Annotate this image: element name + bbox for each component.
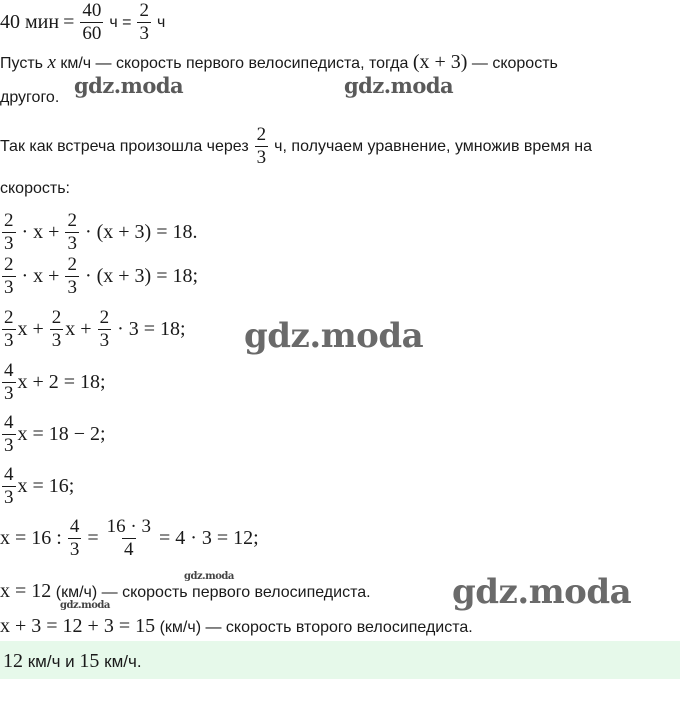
equation-6	[0, 464, 74, 509]
fraction-numerator: 40	[82, 0, 102, 21]
fraction-denominator: 3	[69, 539, 80, 560]
fraction-numerator: 2	[67, 210, 77, 231]
fraction-denominator: 3	[67, 233, 77, 254]
fraction-denominator: 3	[67, 277, 77, 298]
equals-sign: =	[63, 11, 75, 33]
watermark: gdz.moda	[344, 73, 454, 98]
equation-part: x = 18 − 2;	[17, 423, 106, 445]
fraction-numerator: 2	[4, 210, 14, 231]
equation-5	[0, 412, 106, 457]
line-time-conversion	[0, 0, 165, 45]
fraction	[65, 210, 79, 255]
fraction-2-3	[255, 124, 269, 169]
fraction	[2, 210, 16, 255]
text-speed	[0, 179, 70, 199]
watermark-large: gdz.moda	[452, 572, 632, 612]
time-minutes: 40 мин	[0, 11, 60, 33]
fraction	[2, 464, 16, 509]
fraction	[98, 307, 112, 352]
fraction	[2, 412, 16, 457]
fraction	[105, 516, 153, 561]
equation-part: · (x + 3) = 18.	[84, 221, 198, 243]
text-part: другого.	[0, 89, 60, 106]
fraction-numerator: 4	[4, 464, 14, 485]
fraction-denominator: 60	[82, 23, 102, 44]
watermark-small: gdz.moda	[60, 600, 110, 611]
equation-part: · x +	[21, 221, 60, 243]
fraction	[65, 254, 79, 299]
equation-7	[0, 516, 259, 561]
fraction-denominator: 3	[51, 330, 62, 351]
text-other	[0, 88, 59, 108]
result-text: (км/ч) — скорость второго велосипедиста.	[159, 619, 473, 636]
equation-part: · (x + 3) = 18;	[84, 265, 199, 287]
fraction-2-3	[137, 0, 151, 45]
equation-part: =	[87, 527, 99, 549]
fraction-numerator: 2	[4, 307, 14, 328]
fraction-numerator: 4	[4, 360, 14, 381]
fraction-denominator: 3	[139, 23, 149, 44]
answer-text	[3, 650, 142, 673]
answer-unit: км/ч.	[104, 652, 142, 671]
fraction-denominator: 3	[4, 330, 14, 351]
fraction	[2, 307, 16, 352]
watermark-large: gdz.moda	[244, 316, 424, 356]
text-meeting	[0, 124, 592, 169]
equation-part: x +	[65, 318, 92, 340]
fraction-denominator: 3	[4, 487, 14, 508]
equation-part: = 4 · 3 = 12;	[158, 527, 259, 549]
equation-part: · x +	[21, 265, 60, 287]
fraction-numerator: 2	[256, 124, 267, 145]
equation-part: x = 16;	[17, 475, 75, 497]
text-part: км/ч — скорость первого велосипедиста, тогда	[60, 55, 409, 72]
expression-x-plus-3: (x + 3)	[412, 51, 468, 73]
math-expression: x = 12	[0, 580, 52, 602]
equation-3	[0, 307, 186, 352]
fraction-numerator: 2	[4, 254, 14, 275]
text-part: — скорость	[471, 55, 558, 72]
fraction-numerator: 2	[51, 307, 62, 328]
fraction-denominator: 3	[99, 330, 110, 351]
text-part: ч, получаем уравнение, умножив время на	[274, 137, 593, 155]
variable-x: x	[47, 52, 56, 73]
fraction-denominator: 3	[256, 147, 267, 168]
answer-box	[0, 641, 680, 679]
unit-hours: ч =	[109, 13, 132, 31]
fraction	[2, 254, 16, 299]
answer-value: 12	[3, 650, 23, 672]
fraction-numerator: 16 · 3	[106, 516, 151, 537]
unit-hours: ч	[156, 13, 166, 31]
fraction	[2, 360, 16, 405]
result-first-speed	[0, 581, 371, 603]
text-part: скорость:	[0, 180, 70, 197]
fraction	[50, 307, 64, 352]
fraction-denominator: 3	[4, 277, 14, 298]
fraction-numerator: 2	[99, 307, 110, 328]
text-part: Пусть	[0, 55, 43, 72]
watermark-small: gdz.moda	[184, 571, 234, 582]
fraction-numerator: 2	[67, 254, 77, 275]
fraction-denominator: 3	[4, 435, 14, 456]
equation-4	[0, 360, 106, 405]
equation-2	[0, 254, 198, 299]
text-let-x	[0, 52, 558, 74]
equation-part: x + 2 = 18;	[17, 371, 106, 393]
fraction-numerator: 2	[139, 0, 149, 21]
result-second-speed	[0, 616, 473, 638]
fraction	[68, 516, 82, 561]
equation-1	[0, 210, 198, 255]
fraction-denominator: 3	[4, 383, 14, 404]
equation-part: · 3 = 18;	[117, 318, 186, 340]
equation-part: x = 16 :	[0, 527, 62, 549]
fraction-numerator: 4	[4, 412, 14, 433]
math-expression: x + 3 = 12 + 3 = 15	[0, 615, 156, 637]
answer-value: 15	[79, 650, 100, 672]
fraction-denominator: 4	[124, 539, 134, 560]
equation-part: x +	[17, 318, 44, 340]
watermark: gdz.moda	[74, 73, 184, 98]
fraction-numerator: 4	[69, 516, 80, 537]
fraction-40-60	[80, 0, 103, 45]
fraction-denominator: 3	[4, 233, 14, 254]
answer-unit: км/ч и	[27, 652, 75, 671]
result-text: (км/ч) — скорость первого велосипедиста.	[55, 584, 371, 601]
text-part: Так как встреча произошла через	[0, 137, 249, 155]
